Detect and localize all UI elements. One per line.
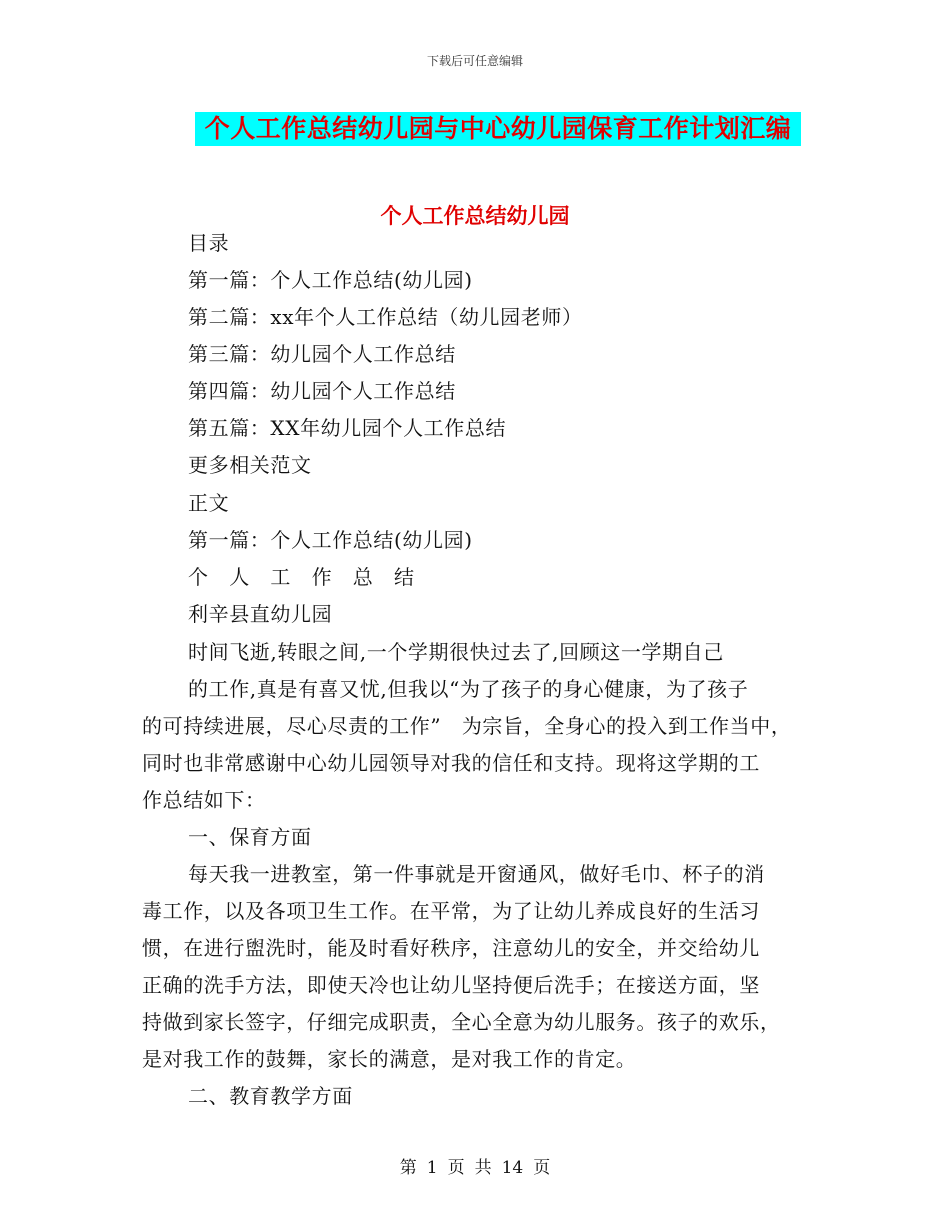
footer-page-number: 1 (426, 1158, 438, 1178)
chapter-title: 第一篇：个人工作总结(幼儿园) (188, 528, 473, 552)
toc-more: 更多相关范文 (188, 453, 312, 477)
paragraph-line: 每天我一进教室，第一件事就是开窗通风，做好毛巾、杯子的消 (188, 862, 765, 886)
header-note: 下载后可任意编辑 (426, 54, 523, 68)
toc-item-3: 第三篇：幼儿园个人工作总结 (188, 342, 456, 366)
toc-heading: 目录 (188, 231, 230, 255)
paragraph-line: 惯，在进行盥洗时，能及时看好秩序，注意幼儿的安全，并交给幼儿 (142, 936, 760, 960)
paragraph-line: 持做到家长签字，仔细完成职责，全心全意为幼儿服务。孩子的欢乐， (142, 1010, 781, 1034)
paragraph-line: 正确的洗手方法，即使天冷也让幼儿坚持便后洗手；在接送方面，坚 (142, 973, 760, 997)
footer-total-pages: 14 (501, 1158, 524, 1178)
toc-item-5: 第五篇：XX年幼儿园个人工作总结 (188, 416, 507, 440)
article-title: 个 人 工 作 总 结 (188, 565, 415, 589)
footer-page-prefix: 第 (399, 1158, 417, 1178)
toc-item-4: 第四篇：幼儿园个人工作总结 (188, 379, 456, 403)
paragraph-line: 毒工作，以及各项卫生工作。在平常，为了让幼儿养成良好的生活习 (142, 899, 760, 923)
page-footer (0, 1153, 950, 1178)
paragraph-line: 同时也非常感谢中心幼儿园领导对我的信任和支持。现将这学期的工 (142, 751, 760, 775)
section-title: 个人工作总结幼儿园 (380, 203, 570, 228)
footer-total-suffix: 页 (533, 1158, 551, 1178)
body-heading: 正文 (188, 491, 230, 515)
paragraph-line: 作总结如下： (142, 788, 266, 812)
section-heading-care: 一、保育方面 (188, 825, 312, 849)
footer-page-label: 页 (447, 1158, 465, 1178)
document-title: 个人工作总结幼儿园与中心幼儿园保育工作计划汇编 (195, 112, 801, 146)
toc-item-1: 第一篇：个人工作总结(幼儿园) (188, 268, 473, 292)
footer-total-prefix: 共 (474, 1158, 492, 1178)
paragraph-line: 的可持续进展，尽心尽责的工作” 为宗旨，全身心的投入到工作当中， (142, 714, 792, 738)
paragraph-line: 的工作,真是有喜又忧,但我以“为了孩子的身心健康，为了孩子 (188, 677, 749, 701)
author-org: 利辛县直幼儿园 (188, 602, 333, 626)
paragraph-line: 时间飞逝,转眼之间,一个学期很快过去了,回顾这一学期自己 (188, 640, 724, 664)
paragraph-line: 是对我工作的鼓舞，家长的满意，是对我工作的肯定。 (142, 1047, 637, 1071)
section-heading-teaching: 二、教育教学方面 (188, 1084, 353, 1108)
toc-item-2: 第二篇：xx年个人工作总结（幼儿园老师） (188, 305, 583, 329)
